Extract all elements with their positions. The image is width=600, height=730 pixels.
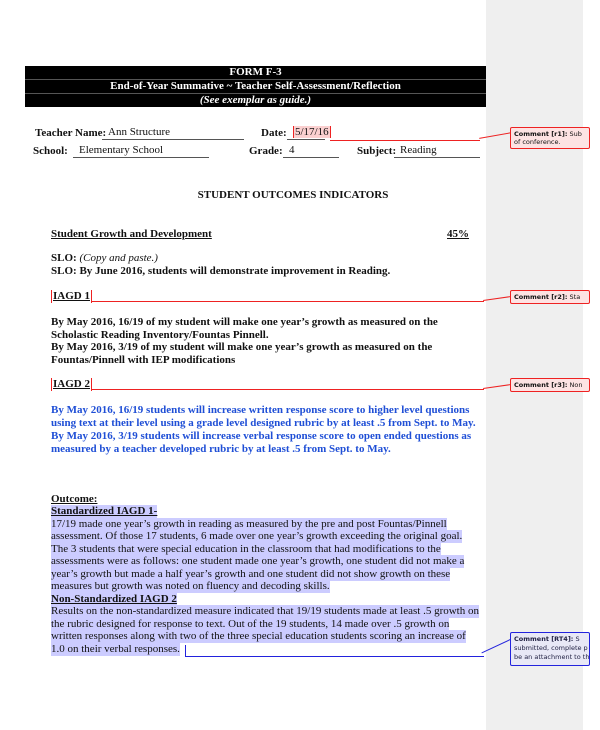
iagd1-line: By May 2016, 3/19 of my student will make one year’s growth as measured on the [51, 341, 433, 353]
iagd2-line: measured by a teacher developed rubric by at least .5 from Sept. to May. [51, 443, 391, 455]
comment-margin [486, 0, 583, 730]
comment-r2[interactable] [510, 290, 590, 304]
outcome-line: assessments were as follows: one student made one year’s growth, one student did not make a [51, 555, 465, 567]
slo-1: SLO: (Copy and paste.) [51, 252, 158, 264]
school-label: School: [33, 145, 68, 157]
comment-text: submitted, complete p [514, 644, 588, 652]
outcome-line: Results on the non-standardized measure indicated that 19/19 students made at least .5 growth on [51, 605, 479, 617]
grade-label: Grade: [249, 145, 283, 157]
date-label: Date: [261, 127, 287, 139]
slo-2: SLO: By June 2016, students will demonstrate improvement in Reading. [51, 265, 391, 277]
comment-text: Sta [569, 293, 581, 301]
comment-r1[interactable] [510, 127, 590, 149]
outcome-label: Outcome: [51, 493, 98, 505]
subject-label: Subject: [357, 145, 397, 157]
grade-field[interactable]: 4 [283, 144, 339, 158]
outcome-line: assessment. Of those 17 students, 6 made over one year’s growth exceeding the original goal. [51, 530, 463, 542]
form-note: (See exemplar as guide.) [199, 94, 312, 106]
outcome-line: measures but growth was noted on fluency and decoding skills. [51, 580, 330, 592]
comment-text: of conference. [514, 138, 561, 146]
iagd1-line: Fountas/Pinnell with IEP modifications [51, 354, 236, 366]
outcome-line: The 3 students that were special education in the classroom that had modifications to the [51, 543, 441, 555]
form-subtitle: End-of-Year Summative ~ Teacher Self-Assessment/Reflection [25, 80, 486, 94]
iagd2-line: By May 2016, 3/19 students will increase verbal response score to open ended questions as [51, 430, 472, 442]
comment-label: Comment [r2]: [514, 293, 568, 301]
comment-text: Sub [569, 130, 582, 138]
form-header [25, 66, 486, 107]
iagd2-line: using text at their level using a grade level designed rubric by at least .5 from Sept. to May. [51, 417, 476, 429]
teacher-label: Teacher Name: [35, 127, 107, 139]
comment-text: Non [569, 381, 583, 389]
outcome-line: year’s growth but made a half year’s growth and one student did not show growth on these [51, 568, 451, 580]
growth-percent: 45% [447, 228, 469, 240]
growth-heading: Student Growth and Development [51, 228, 212, 240]
comment-text: be an attachment to th [514, 653, 590, 661]
comment-text: S [575, 635, 580, 643]
comment-label: Comment [r3]: [514, 381, 568, 389]
form-title: FORM F-3 [25, 66, 486, 80]
iagd2-line: By May 2016, 16/19 students will increase written response score to higher level questions [51, 404, 470, 416]
section-title: STUDENT OUTCOMES INDICATORS [197, 189, 389, 201]
nonstandardized-heading: Non-Standardized IAGD 2 [51, 593, 177, 605]
date-field[interactable]: 5/17/16 [295, 126, 329, 138]
comment-label: Comment [RT4]: [514, 635, 574, 643]
outcome-line: the rubric designed for response to text. Out of the 19 students, 14 made over .5 growth on [51, 618, 450, 630]
iagd1-line: Scholastic Reading Inventory/Fountas Pinnell. [51, 329, 269, 341]
outcome-line: 1.0 on their verbal responses. [51, 643, 180, 655]
outcome-line: 17/19 made one year’s growth in reading as measured by the pre and post Fountas/Pinnell [51, 518, 447, 530]
comment-connector [330, 140, 480, 141]
outcome-line: written responses along with two of the three special education students scoring an increase of [51, 630, 466, 642]
comment-r3[interactable] [510, 378, 590, 392]
iagd2-label: IAGD 2 [53, 378, 90, 390]
standardized-heading: Standardized IAGD 1- [51, 505, 158, 517]
subject-field[interactable]: Reading [394, 144, 480, 158]
school-field[interactable]: Elementary School [73, 144, 209, 158]
teacher-field[interactable]: Ann Structure [102, 126, 244, 140]
comment-rt4[interactable] [510, 632, 590, 666]
comment-label: Comment [r1]: [514, 130, 568, 138]
iagd1-line: By May 2016, 16/19 of my student will make one year’s growth as measured on the [51, 316, 438, 328]
iagd1-label: IAGD 1 [53, 290, 90, 302]
